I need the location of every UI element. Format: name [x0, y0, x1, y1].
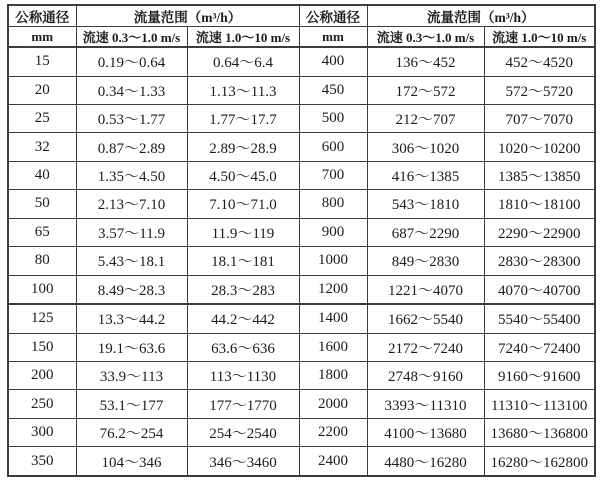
diameter-value-right: 1400: [299, 304, 367, 333]
table-row: [8, 247, 595, 275]
flow-low-value-left: 2.13～7.10: [76, 190, 187, 218]
diameter-header-left: 公称通径: [8, 5, 76, 27]
flow-low-value-right: 172～572: [367, 76, 484, 104]
flow-high-value-right: 1810～18100: [484, 190, 595, 218]
flow-high-value-right: 13680～136800: [484, 418, 595, 446]
diameter-value-right: 1800: [299, 362, 367, 390]
flow-high-value-right: 2830～28300: [484, 247, 595, 275]
table-row: [8, 447, 595, 476]
flow-range-header-right: 流量范围（m³/h）: [367, 5, 595, 27]
flow-low-value-right: 416～1385: [367, 161, 484, 189]
diameter-value-left: 150: [8, 333, 76, 361]
flow-low-value-right: 3393～11310: [367, 390, 484, 418]
table-row: [8, 76, 595, 104]
flow-high-value-right: 9160～91600: [484, 362, 595, 390]
low-velocity-header-left: 流速 0.3～1.0 m/s: [76, 27, 187, 48]
table-row: [8, 390, 595, 418]
flow-high-value-left: 254～2540: [187, 418, 299, 446]
flow-low-value-left: 3.57～11.9: [76, 218, 187, 246]
flow-low-value-right: 136～452: [367, 47, 484, 76]
diameter-value-left: 250: [8, 390, 76, 418]
flow-low-value-right: 1221～4070: [367, 275, 484, 304]
flow-low-value-right: 4100～13680: [367, 418, 484, 446]
flow-high-value-right: 4070～40700: [484, 275, 595, 304]
flow-high-value-left: 4.50～45.0: [187, 161, 299, 189]
table-row: [8, 275, 595, 304]
flow-range-header-left: 流量范围（m³/h）: [76, 5, 299, 27]
table-row: [8, 304, 595, 333]
diameter-unit-left: mm: [8, 27, 76, 48]
diameter-value-left: 65: [8, 218, 76, 246]
table-row: [8, 418, 595, 446]
flow-low-value-right: 2748～9160: [367, 362, 484, 390]
flow-high-value-left: 11.9～119: [187, 218, 299, 246]
diameter-value-left: 300: [8, 418, 76, 446]
flow-high-value-left: 0.64～6.4: [187, 47, 299, 76]
header-row-main: [8, 5, 595, 27]
table-row: [8, 190, 595, 218]
diameter-value-right: 400: [299, 47, 367, 76]
flow-high-value-right: 2290～22900: [484, 218, 595, 246]
diameter-value-right: 1600: [299, 333, 367, 361]
high-velocity-header-right: 流速 1.0～10 m/s: [484, 27, 595, 48]
flow-high-value-left: 1.77～17.7: [187, 104, 299, 132]
diameter-value-left: 80: [8, 247, 76, 275]
flow-high-value-right: 572～5720: [484, 76, 595, 104]
flow-low-value-right: 306～1020: [367, 133, 484, 161]
diameter-value-right: 700: [299, 161, 367, 189]
flow-low-value-left: 76.2～254: [76, 418, 187, 446]
diameter-value-right: 2200: [299, 418, 367, 446]
flow-low-value-left: 0.19～0.64: [76, 47, 187, 76]
flow-low-value-right: 543～1810: [367, 190, 484, 218]
flow-low-value-left: 33.9～113: [76, 362, 187, 390]
diameter-value-left: 200: [8, 362, 76, 390]
flow-high-value-left: 2.89～28.9: [187, 133, 299, 161]
flow-high-value-left: 177～1770: [187, 390, 299, 418]
table-header: [8, 5, 595, 47]
diameter-value-right: 2400: [299, 447, 367, 476]
diameter-value-left: 50: [8, 190, 76, 218]
flow-low-value-right: 687～2290: [367, 218, 484, 246]
header-row-sub: [8, 27, 595, 48]
diameter-value-right: 500: [299, 104, 367, 132]
flow-high-value-right: 7240～72400: [484, 333, 595, 361]
flow-high-value-right: 11310～113100: [484, 390, 595, 418]
diameter-header-right: 公称通径: [299, 5, 367, 27]
diameter-value-left: 350: [8, 447, 76, 476]
table-row: [8, 133, 595, 161]
flow-high-value-right: 5540～55400: [484, 304, 595, 333]
diameter-value-right: 600: [299, 133, 367, 161]
table-row: [8, 218, 595, 246]
flow-high-value-left: 346～3460: [187, 447, 299, 476]
low-velocity-header-right: 流速 0.3～1.0 m/s: [367, 27, 484, 48]
flow-low-value-left: 13.3～44.2: [76, 304, 187, 333]
flow-high-value-left: 63.6～636: [187, 333, 299, 361]
flow-rate-table: [7, 4, 596, 477]
flow-low-value-right: 4480～16280: [367, 447, 484, 476]
diameter-value-left: 25: [8, 104, 76, 132]
table-row: [8, 104, 595, 132]
flow-high-value-right: 707～7070: [484, 104, 595, 132]
flow-low-value-right: 212～707: [367, 104, 484, 132]
flow-low-value-left: 5.43～18.1: [76, 247, 187, 275]
diameter-value-left: 100: [8, 275, 76, 304]
flow-low-value-right: 849～2830: [367, 247, 484, 275]
flow-low-value-right: 2172～7240: [367, 333, 484, 361]
flow-low-value-right: 1662～5540: [367, 304, 484, 333]
flow-low-value-left: 0.87～2.89: [76, 133, 187, 161]
flow-high-value-left: 18.1～181: [187, 247, 299, 275]
diameter-value-left: 125: [8, 304, 76, 333]
table-row: [8, 362, 595, 390]
flow-low-value-left: 1.35～4.50: [76, 161, 187, 189]
flow-low-value-left: 53.1～177: [76, 390, 187, 418]
diameter-value-left: 20: [8, 76, 76, 104]
flow-high-value-left: 7.10～71.0: [187, 190, 299, 218]
diameter-value-right: 900: [299, 218, 367, 246]
flow-high-value-left: 113～1130: [187, 362, 299, 390]
flow-high-value-left: 44.2～442: [187, 304, 299, 333]
diameter-value-right: 1000: [299, 247, 367, 275]
flow-low-value-left: 0.53～1.77: [76, 104, 187, 132]
diameter-value-right: 1200: [299, 275, 367, 304]
diameter-value-right: 800: [299, 190, 367, 218]
flow-low-value-left: 19.1～63.6: [76, 333, 187, 361]
flow-high-value-right: 1385～13850: [484, 161, 595, 189]
diameter-value-left: 15: [8, 47, 76, 76]
diameter-value-left: 40: [8, 161, 76, 189]
diameter-value-right: 450: [299, 76, 367, 104]
flow-high-value-left: 28.3～283: [187, 275, 299, 304]
table-row: [8, 47, 595, 76]
flow-low-value-left: 0.34～1.33: [76, 76, 187, 104]
table-row: [8, 161, 595, 189]
diameter-unit-right: mm: [299, 27, 367, 48]
diameter-value-left: 32: [8, 133, 76, 161]
flow-high-value-right: 1020～10200: [484, 133, 595, 161]
table-row: [8, 333, 595, 361]
flow-low-value-left: 8.49～28.3: [76, 275, 187, 304]
flow-high-value-right: 16280～162800: [484, 447, 595, 476]
high-velocity-header-left: 流速 1.0～10 m/s: [187, 27, 299, 48]
flow-high-value-left: 1.13～11.3: [187, 76, 299, 104]
diameter-value-right: 2000: [299, 390, 367, 418]
flow-high-value-right: 452～4520: [484, 47, 595, 76]
flow-table-body: [8, 47, 595, 476]
flow-low-value-left: 104～346: [76, 447, 187, 476]
